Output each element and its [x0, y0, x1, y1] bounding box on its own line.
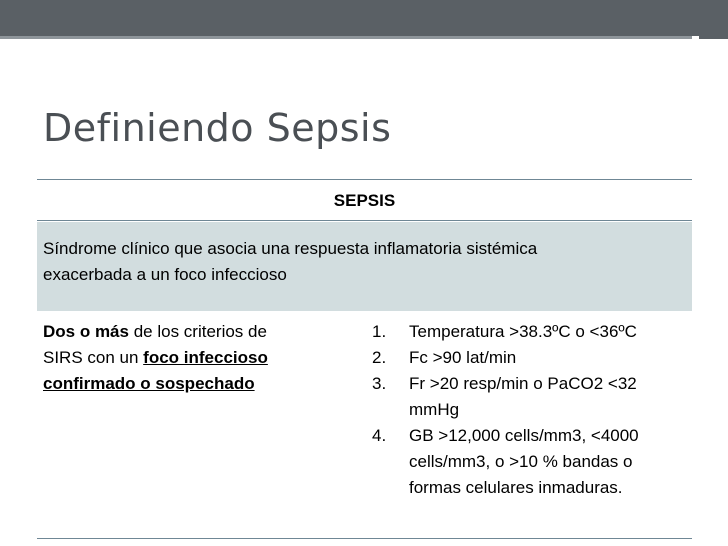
definition-line-2: exacerbada a un foco infeccioso — [43, 265, 287, 284]
sirs-criteria-list — [372, 319, 692, 501]
definition-line-1: Síndrome clínico que asocia una respuesta inflamatoria sistémica — [43, 239, 538, 258]
criterion-item — [372, 319, 692, 345]
criterion-number: 3. — [372, 374, 387, 393]
definition-row — [37, 222, 692, 311]
criterion-text: Fc >90 lat/min — [409, 348, 517, 367]
criterion-text: Temperatura >38.3ºC o <36ºC — [409, 322, 637, 341]
top-banner — [0, 0, 728, 36]
definition-text — [43, 236, 683, 288]
criterion-number: 2. — [372, 348, 387, 367]
criterion-text-cont: cells/mm3, o >10 % bandas o — [409, 452, 633, 471]
criterion-item — [372, 371, 692, 423]
intro-bold-lead: Dos o más — [43, 322, 129, 341]
criterion-text-cont: mmHg — [409, 400, 460, 419]
criteria-intro — [43, 319, 343, 397]
slide-title: Definiendo Sepsis — [43, 106, 392, 150]
table-header: SEPSIS — [333, 191, 396, 210]
criterion-item — [372, 423, 692, 501]
criterion-item — [372, 345, 692, 371]
table-bottom-rule — [37, 538, 692, 539]
criterion-text: Fr >20 resp/min o PaCO2 <32 — [409, 374, 637, 393]
criterion-number: 1. — [372, 322, 387, 341]
top-banner-accent — [0, 36, 692, 39]
top-banner-right-block — [699, 30, 728, 39]
criterion-text-cont: formas celulares inmaduras. — [409, 478, 623, 497]
intro-text-1: de los criterios de — [128, 322, 267, 341]
criterion-text: GB >12,000 cells/mm3, <4000 — [409, 426, 639, 445]
table-header-rule — [37, 220, 692, 221]
intro-underlined-2: confirmado o sospechado — [43, 374, 255, 393]
intro-text-2: SIRS con un — [43, 348, 144, 367]
criterion-number: 4. — [372, 426, 387, 445]
intro-underlined-1: foco infeccioso — [143, 348, 268, 367]
